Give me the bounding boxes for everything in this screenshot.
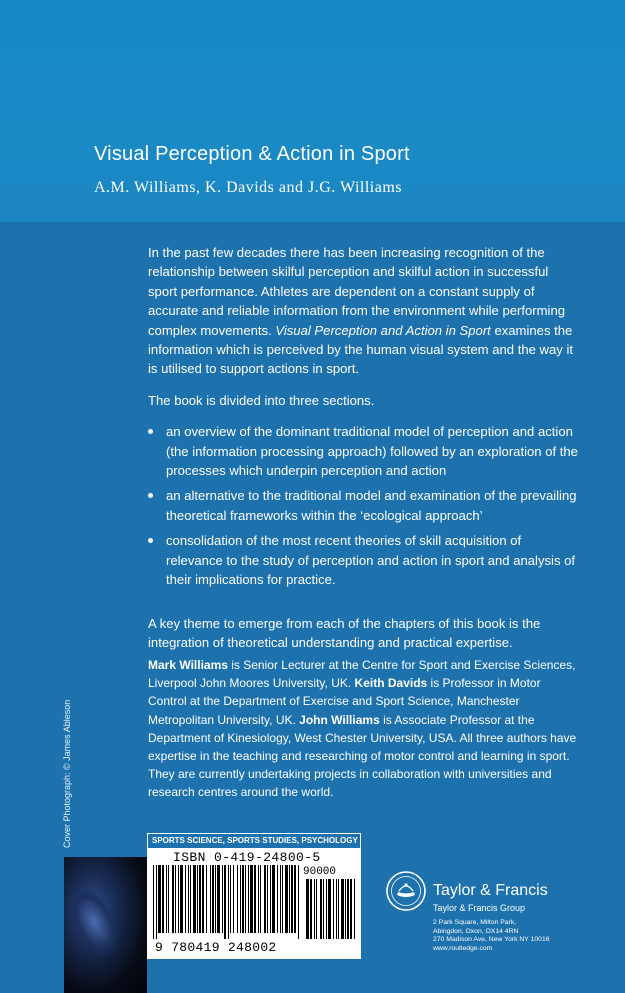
- barcode-bar: [248, 865, 249, 933]
- barcode-addon-bar: [350, 879, 352, 939]
- barcode-bar: [264, 865, 266, 933]
- barcode-bar: [166, 865, 167, 933]
- barcode-bar: [215, 865, 216, 933]
- bullet-icon: [148, 538, 153, 543]
- author-bio: Mark Williams is Senior Lecturer at the Centre for Sport and Exercise Sciences, Liverpool John Moores University, UK. Keith Davids is Professor in Motor Control at the Department of Exercise and Sport Science, Manchester Metropolitan University, UK. John Williams is Associate Professor at the Department of Kinesiology, West Chester University, USA. All three authors have expertise in the teaching and researching of motor control and learning in sport. They are currently undertaking projects in collaboration with universities and research centres around the world.: [148, 658, 577, 800]
- barcode-bar: [212, 865, 214, 933]
- book-authors: A.M. Williams, K. Davids and J.G. Williams: [94, 179, 402, 196]
- barcode-bar: [280, 865, 281, 933]
- sections-lead: The book is divided into three sections.: [148, 392, 375, 408]
- barcode-bar: [168, 865, 169, 933]
- barcode-addon-bar: [323, 879, 324, 939]
- barcode-bar: [153, 865, 154, 939]
- blurb: [148, 243, 578, 664]
- bio-name-john-williams: John Williams: [299, 712, 380, 727]
- list-item: an alternative to the traditional model and examination of the prevailing theoretical frameworks within the ‘ecological approach’: [148, 486, 578, 525]
- barcode-bar: [178, 865, 179, 933]
- barcode-addon-bar: [316, 879, 317, 939]
- barcode-panel: [147, 833, 361, 959]
- publisher-logo-icon: [385, 870, 427, 912]
- barcode-bar: [156, 865, 157, 939]
- barcode-bar: [294, 865, 296, 933]
- barcode-addon-bar: [345, 879, 346, 939]
- barcode-bar: [267, 865, 268, 933]
- barcode-addon-bar: [310, 879, 312, 939]
- barcode-bar: [270, 865, 271, 933]
- barcode-bar: [224, 865, 226, 939]
- bullet-icon: [148, 493, 153, 498]
- bio-name-keith-davids: Keith Davids: [354, 676, 428, 691]
- bio-name-mark-williams: Mark Williams: [148, 658, 228, 672]
- intro-book-title: Visual Perception and Action in Sport: [275, 322, 491, 338]
- barcode-bar: [240, 865, 241, 933]
- barcode-bar: [206, 865, 207, 933]
- barcode-addon-bar: [328, 879, 331, 939]
- photo-credit: Cover Photograph: © James Ableson: [62, 699, 72, 848]
- barcode-addon-bar: [326, 879, 327, 939]
- barcode-bar: [199, 865, 201, 933]
- barcode-bar: [289, 865, 290, 933]
- barcode-bar: [217, 865, 220, 933]
- barcode-bar: [228, 865, 229, 939]
- barcode-bar: [298, 865, 299, 939]
- barcode-addon-bar: [338, 879, 339, 939]
- publisher-group: Taylor & Francis Group: [433, 903, 526, 913]
- barcode-bar: [258, 865, 259, 933]
- barcode-bar: [193, 865, 196, 933]
- barcode-bar: [260, 865, 261, 933]
- barcode-addon-bar: [306, 879, 309, 939]
- bullet-icon: [148, 429, 153, 434]
- barcode-addon-bar: [314, 879, 315, 939]
- barcode-bar: [162, 865, 164, 933]
- barcode-bar: [285, 865, 288, 933]
- publisher-address: 2 Park Square, Milton Park, Abingdon, Oxon, OX14 4RN 270 Madison Ave, New York NY 10016 www.routledge.com: [433, 919, 550, 952]
- book-title: Visual Perception & Action in Sport: [94, 143, 410, 165]
- barcode-bar: [188, 865, 189, 933]
- barcode-bar: [185, 865, 186, 933]
- subject-category: SPORTS SCIENCE, SPORTS STUDIES, PSYCHOLOGY: [147, 833, 361, 849]
- barcode-bar: [172, 865, 174, 933]
- price-addon: 90000: [303, 866, 337, 878]
- intro-paragraph: In the past few decades there has been increasing recognition of the relationship between skilful perception and skilful action in successful sport performance. Athletes are dependent on a constant supply of accurate and reliable information from the environment while performing complex movements. Visual Perception and Action in Sport examines the information which is perceived by the human visual system and the way it is utilised to support actions in sport.: [148, 245, 574, 377]
- barcode-bar: [277, 865, 278, 933]
- sections-list: [148, 422, 578, 589]
- barcode-addon-bar: [320, 879, 322, 939]
- barcode-bar: [291, 865, 293, 933]
- barcode-bar: [202, 865, 204, 933]
- barcode-addon-bar: [347, 879, 349, 939]
- cover-photo: [64, 857, 147, 993]
- isbn: ISBN 0-419-24800-5: [173, 850, 321, 865]
- barcode-addon-bar: [333, 879, 334, 939]
- barcode-bar: [254, 865, 256, 933]
- barcode-bar: [282, 865, 283, 933]
- barcode-bar: [245, 865, 246, 933]
- barcode-bar: [237, 865, 238, 933]
- barcode-bar: [210, 865, 211, 933]
- barcode-bar: [158, 865, 161, 933]
- barcode-bar: [250, 865, 253, 933]
- barcode-bar: [190, 865, 191, 933]
- publisher-name: Taylor & Francis: [433, 882, 548, 899]
- list-item: an overview of the dominant traditional model of perception and action (the information processing approach) followed by an exploration of the processes which underpin perception and action: [148, 422, 578, 480]
- barcode-bar: [272, 865, 275, 933]
- key-theme: A key theme to emerge from each of the chapters of this book is the integration of theoretical understanding and practical expertise.: [148, 615, 541, 650]
- barcode-bar: [175, 865, 176, 933]
- barcode-bar: [197, 865, 198, 933]
- barcode-number: 9 780419 248002: [155, 940, 277, 955]
- barcode-bar: [222, 865, 223, 933]
- barcode-addon-bar: [336, 879, 337, 939]
- barcode-addon-bar: [341, 879, 344, 939]
- barcode-bar: [180, 865, 183, 933]
- barcode-addon-bar: [354, 879, 355, 939]
- barcode-bar: [242, 865, 244, 933]
- barcode-bar: [230, 865, 231, 933]
- barcode-bar: [233, 865, 234, 933]
- photo-figure: [64, 882, 127, 962]
- list-item: consolidation of the most recent theories of skill acquisition of relevance to the study of perception and action in sport and analysis of their implications for practice.: [148, 531, 578, 589]
